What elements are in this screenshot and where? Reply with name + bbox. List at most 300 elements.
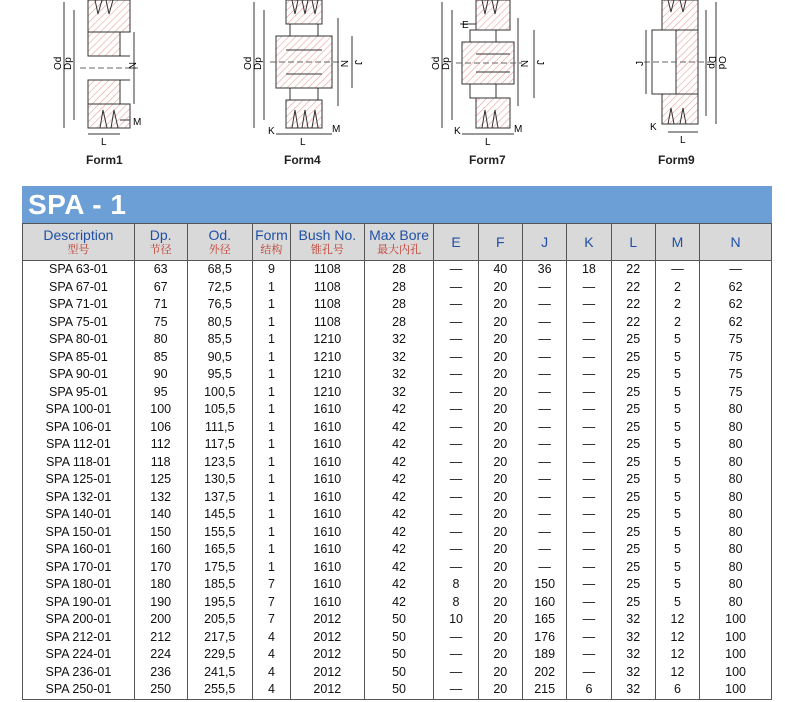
- table-cell: 25: [611, 471, 655, 489]
- table-cell: 100: [700, 611, 772, 629]
- table-cell: —: [567, 664, 611, 682]
- form1-caption: Form1: [86, 153, 123, 167]
- table-cell: 75: [700, 349, 772, 367]
- table-cell: 8: [434, 594, 478, 612]
- column-header-sublabel: 节径: [149, 243, 172, 256]
- n-label: N: [518, 60, 529, 68]
- table-cell: 1: [252, 419, 290, 437]
- column-header: [522, 224, 566, 261]
- table-cell: —: [567, 646, 611, 664]
- m-label: M: [332, 124, 341, 135]
- table-cell: 67: [134, 279, 187, 297]
- table-cell: —: [434, 471, 478, 489]
- table-cell: 2012: [290, 611, 364, 629]
- table-cell: 28: [364, 279, 434, 297]
- column-header-sublabel: 型号: [67, 243, 90, 256]
- table-cell: 42: [364, 594, 434, 612]
- table-cell: 80: [700, 559, 772, 577]
- table-cell: 5: [655, 419, 699, 437]
- table-cell: 6: [655, 681, 699, 699]
- table-cell: 195,5: [187, 594, 252, 612]
- table-cell: 2012: [290, 646, 364, 664]
- form-diagrams: [0, 0, 785, 180]
- table-cell: 42: [364, 576, 434, 594]
- table-cell: —: [434, 436, 478, 454]
- table-cell: 100: [700, 646, 772, 664]
- table-cell: 1: [252, 366, 290, 384]
- table-cell: 20: [478, 576, 522, 594]
- table-cell: 1610: [290, 541, 364, 559]
- table-cell: 80,5: [187, 314, 252, 332]
- table-cell: 4: [252, 646, 290, 664]
- table-cell: 1610: [290, 506, 364, 524]
- table-cell: 42: [364, 506, 434, 524]
- table-cell: 28: [364, 314, 434, 332]
- column-header-label: L: [629, 233, 638, 250]
- column-header-label: Od.: [208, 227, 232, 243]
- column-header-label: Form: [255, 227, 288, 243]
- table-row: [23, 646, 772, 664]
- table-cell: 1210: [290, 366, 364, 384]
- table-cell: 32: [611, 681, 655, 699]
- table-cell: 1: [252, 471, 290, 489]
- table-cell: —: [522, 454, 566, 472]
- table-cell: 7: [252, 611, 290, 629]
- table-header-row: [23, 224, 772, 261]
- table-cell: 1610: [290, 489, 364, 507]
- table-cell: 6: [567, 681, 611, 699]
- table-cell: 250: [134, 681, 187, 699]
- table-row: [23, 664, 772, 682]
- table-cell: 1610: [290, 576, 364, 594]
- table-cell: —: [522, 366, 566, 384]
- table-cell: 20: [478, 454, 522, 472]
- table-cell: —: [434, 489, 478, 507]
- j-label: J: [534, 60, 545, 65]
- table-cell: 75: [700, 366, 772, 384]
- table-cell: 50: [364, 646, 434, 664]
- spec-table: [22, 223, 772, 700]
- table-row: [23, 401, 772, 419]
- table-cell: 4: [252, 664, 290, 682]
- column-header: [611, 224, 655, 261]
- table-cell: 50: [364, 629, 434, 647]
- table-cell: 68,5: [187, 261, 252, 279]
- table-cell: 20: [478, 681, 522, 699]
- table-row: [23, 349, 772, 367]
- table-cell: 200: [134, 611, 187, 629]
- table-cell: 5: [655, 594, 699, 612]
- table-cell: 8: [434, 576, 478, 594]
- table-cell: 20: [478, 541, 522, 559]
- table-cell: 125: [134, 471, 187, 489]
- table-cell: 36: [522, 261, 566, 279]
- table-cell: —: [567, 296, 611, 314]
- column-header-label: Max Bore: [369, 227, 430, 243]
- table-row: [23, 366, 772, 384]
- table-cell: 123,5: [187, 454, 252, 472]
- table-cell: —: [522, 419, 566, 437]
- table-cell: —: [567, 524, 611, 542]
- table-cell: 95,5: [187, 366, 252, 384]
- table-cell: SPA 224-01: [23, 646, 135, 664]
- table-cell: 5: [655, 366, 699, 384]
- table-cell: 32: [611, 629, 655, 647]
- column-header-label: Dp.: [149, 227, 172, 243]
- table-cell: —: [655, 261, 699, 279]
- column-header: [434, 224, 478, 261]
- table-cell: 25: [611, 454, 655, 472]
- table-cell: 25: [611, 331, 655, 349]
- table-cell: 22: [611, 314, 655, 332]
- form4-diagram: [240, 0, 370, 178]
- table-cell: SPA 67-01: [23, 279, 135, 297]
- table-cell: —: [567, 401, 611, 419]
- table-cell: 90,5: [187, 349, 252, 367]
- k-label: K: [454, 126, 461, 137]
- table-cell: 85: [134, 349, 187, 367]
- column-header: [252, 224, 290, 261]
- table-cell: 1610: [290, 436, 364, 454]
- table-cell: 5: [655, 576, 699, 594]
- table-cell: 42: [364, 541, 434, 559]
- column-header-sublabel: 锥孔号: [310, 243, 344, 256]
- table-cell: —: [567, 436, 611, 454]
- table-row: [23, 524, 772, 542]
- table-cell: 85,5: [187, 331, 252, 349]
- table-cell: 22: [611, 279, 655, 297]
- table-cell: 20: [478, 384, 522, 402]
- table-cell: SPA 106-01: [23, 419, 135, 437]
- column-header: [134, 224, 187, 261]
- table-cell: 22: [611, 296, 655, 314]
- table-cell: 80: [700, 489, 772, 507]
- table-cell: 80: [700, 524, 772, 542]
- table-cell: 165,5: [187, 541, 252, 559]
- form9-diagram: [630, 0, 760, 178]
- table-row: [23, 576, 772, 594]
- table-cell: —: [567, 419, 611, 437]
- m-label: M: [133, 117, 142, 128]
- table-cell: 190: [134, 594, 187, 612]
- table-cell: 205,5: [187, 611, 252, 629]
- form7-diagram: [422, 0, 552, 178]
- table-cell: 12: [655, 646, 699, 664]
- table-cell: 2012: [290, 629, 364, 647]
- table-row: [23, 506, 772, 524]
- table-cell: 5: [655, 489, 699, 507]
- l-label: L: [101, 137, 107, 148]
- table-cell: —: [567, 384, 611, 402]
- table-cell: 255,5: [187, 681, 252, 699]
- table-cell: 130,5: [187, 471, 252, 489]
- table-cell: —: [567, 279, 611, 297]
- table-cell: 2012: [290, 664, 364, 682]
- dp-label: Dp: [706, 56, 717, 69]
- table-row: [23, 594, 772, 612]
- table-cell: 112: [134, 436, 187, 454]
- table-cell: 5: [655, 524, 699, 542]
- table-cell: 2: [655, 314, 699, 332]
- table-cell: 217,5: [187, 629, 252, 647]
- table-cell: 1610: [290, 471, 364, 489]
- table-cell: 28: [364, 296, 434, 314]
- table-cell: 2012: [290, 681, 364, 699]
- table-row: [23, 419, 772, 437]
- table-cell: 5: [655, 384, 699, 402]
- table-cell: 215: [522, 681, 566, 699]
- table-cell: 212: [134, 629, 187, 647]
- table-cell: —: [522, 296, 566, 314]
- form4-caption: Form4: [284, 153, 321, 167]
- table-cell: —: [567, 471, 611, 489]
- table-cell: 20: [478, 489, 522, 507]
- table-cell: 1: [252, 489, 290, 507]
- table-cell: 42: [364, 489, 434, 507]
- series-banner: [22, 186, 772, 223]
- table-cell: 32: [364, 384, 434, 402]
- table-cell: 2: [655, 296, 699, 314]
- table-cell: 42: [364, 559, 434, 577]
- table-cell: —: [522, 314, 566, 332]
- table-cell: 1210: [290, 349, 364, 367]
- table-cell: 20: [478, 559, 522, 577]
- table-cell: 20: [478, 664, 522, 682]
- table-cell: 75: [134, 314, 187, 332]
- table-cell: 20: [478, 611, 522, 629]
- dp-label: Dp: [253, 57, 264, 70]
- table-cell: SPA 160-01: [23, 541, 135, 559]
- n-label: N: [338, 60, 349, 68]
- table-cell: 20: [478, 296, 522, 314]
- table-row: [23, 559, 772, 577]
- table-cell: 80: [700, 541, 772, 559]
- table-row: [23, 454, 772, 472]
- table-cell: 72,5: [187, 279, 252, 297]
- table-row: [23, 541, 772, 559]
- table-cell: 1108: [290, 279, 364, 297]
- table-cell: —: [700, 261, 772, 279]
- table-row: [23, 611, 772, 629]
- column-header: [23, 224, 135, 261]
- column-header-sublabel: 外径: [208, 243, 231, 256]
- table-cell: 1108: [290, 314, 364, 332]
- table-cell: —: [434, 646, 478, 664]
- table-cell: —: [434, 261, 478, 279]
- table-cell: 175,5: [187, 559, 252, 577]
- table-cell: 25: [611, 401, 655, 419]
- table-cell: 1: [252, 401, 290, 419]
- table-cell: 7: [252, 594, 290, 612]
- column-header-label: J: [541, 233, 549, 250]
- table-cell: 1: [252, 296, 290, 314]
- table-cell: 1: [252, 279, 290, 297]
- table-cell: —: [434, 331, 478, 349]
- table-cell: 20: [478, 401, 522, 419]
- table-cell: 25: [611, 419, 655, 437]
- table-cell: SPA 112-01: [23, 436, 135, 454]
- table-cell: 25: [611, 524, 655, 542]
- table-cell: 42: [364, 401, 434, 419]
- table-cell: —: [434, 366, 478, 384]
- table-cell: 75: [700, 384, 772, 402]
- table-cell: SPA 200-01: [23, 611, 135, 629]
- table-cell: 165: [522, 611, 566, 629]
- table-cell: SPA 125-01: [23, 471, 135, 489]
- table-cell: —: [434, 681, 478, 699]
- form7-caption: Form7: [469, 153, 506, 167]
- table-cell: 42: [364, 436, 434, 454]
- table-cell: 100: [700, 664, 772, 682]
- table-cell: 20: [478, 629, 522, 647]
- table-cell: 5: [655, 541, 699, 559]
- table-cell: 160: [134, 541, 187, 559]
- table-cell: 145,5: [187, 506, 252, 524]
- table-cell: 20: [478, 279, 522, 297]
- table-cell: —: [434, 401, 478, 419]
- table-row: [23, 471, 772, 489]
- table-cell: 4: [252, 629, 290, 647]
- od-label: Od: [431, 56, 442, 70]
- e-label: E: [462, 20, 469, 31]
- table-cell: SPA 63-01: [23, 261, 135, 279]
- table-cell: —: [434, 664, 478, 682]
- dp-label: Dp: [63, 57, 74, 70]
- table-cell: —: [567, 489, 611, 507]
- table-cell: —: [522, 524, 566, 542]
- form1-diagram: [40, 0, 170, 178]
- table-cell: —: [567, 541, 611, 559]
- table-row: [23, 681, 772, 699]
- table-cell: 25: [611, 506, 655, 524]
- table-cell: 80: [700, 471, 772, 489]
- table-cell: 236: [134, 664, 187, 682]
- table-cell: 50: [364, 611, 434, 629]
- j-label: J: [635, 61, 646, 66]
- table-cell: 100: [700, 629, 772, 647]
- n-label: N: [126, 62, 137, 70]
- table-cell: 1210: [290, 331, 364, 349]
- table-cell: 137,5: [187, 489, 252, 507]
- l-label: L: [680, 135, 686, 146]
- table-cell: —: [567, 314, 611, 332]
- table-cell: 1: [252, 349, 290, 367]
- table-cell: 80: [700, 576, 772, 594]
- table-cell: SPA 118-01: [23, 454, 135, 472]
- table-cell: —: [522, 559, 566, 577]
- table-cell: 140: [134, 506, 187, 524]
- table-cell: —: [434, 279, 478, 297]
- table-cell: SPA 71-01: [23, 296, 135, 314]
- table-cell: —: [434, 559, 478, 577]
- table-cell: 2: [655, 279, 699, 297]
- table-cell: 62: [700, 314, 772, 332]
- column-header-label: E: [451, 233, 461, 250]
- table-cell: —: [434, 541, 478, 559]
- table-cell: 25: [611, 349, 655, 367]
- table-cell: 20: [478, 436, 522, 454]
- table-cell: 170: [134, 559, 187, 577]
- table-cell: 1610: [290, 401, 364, 419]
- table-cell: SPA 100-01: [23, 401, 135, 419]
- table-cell: 80: [700, 506, 772, 524]
- table-cell: —: [567, 576, 611, 594]
- table-cell: —: [522, 384, 566, 402]
- table-cell: 9: [252, 261, 290, 279]
- table-cell: —: [434, 454, 478, 472]
- table-cell: —: [567, 366, 611, 384]
- table-cell: 76,5: [187, 296, 252, 314]
- table-cell: 185,5: [187, 576, 252, 594]
- table-cell: —: [434, 296, 478, 314]
- k-label: K: [268, 126, 275, 137]
- table-cell: 22: [611, 261, 655, 279]
- table-cell: —: [434, 384, 478, 402]
- table-cell: 5: [655, 471, 699, 489]
- table-cell: 80: [700, 419, 772, 437]
- table-cell: 18: [567, 261, 611, 279]
- table-cell: SPA 132-01: [23, 489, 135, 507]
- table-cell: —: [434, 524, 478, 542]
- table-cell: 150: [522, 576, 566, 594]
- table-cell: 20: [478, 314, 522, 332]
- table-cell: 117,5: [187, 436, 252, 454]
- column-header: [290, 224, 364, 261]
- table-cell: 80: [700, 594, 772, 612]
- table-cell: —: [522, 471, 566, 489]
- table-cell: —: [567, 454, 611, 472]
- table-cell: 12: [655, 664, 699, 682]
- table-cell: 90: [134, 366, 187, 384]
- table-cell: 42: [364, 524, 434, 542]
- table-cell: 75: [700, 331, 772, 349]
- table-cell: 7: [252, 576, 290, 594]
- table-cell: 5: [655, 401, 699, 419]
- od-label: Od: [53, 56, 64, 70]
- table-cell: —: [522, 279, 566, 297]
- table-cell: SPA 212-01: [23, 629, 135, 647]
- table-cell: SPA 180-01: [23, 576, 135, 594]
- table-cell: 20: [478, 506, 522, 524]
- table-cell: —: [434, 506, 478, 524]
- table-cell: 1: [252, 436, 290, 454]
- table-row: [23, 279, 772, 297]
- table-cell: 111,5: [187, 419, 252, 437]
- m-label: M: [514, 124, 523, 135]
- table-cell: 1: [252, 331, 290, 349]
- table-cell: 20: [478, 419, 522, 437]
- table-cell: —: [522, 401, 566, 419]
- table-cell: —: [567, 629, 611, 647]
- table-cell: 20: [478, 331, 522, 349]
- table-cell: 25: [611, 559, 655, 577]
- table-cell: 100,5: [187, 384, 252, 402]
- table-cell: 20: [478, 366, 522, 384]
- table-cell: SPA 236-01: [23, 664, 135, 682]
- table-cell: SPA 150-01: [23, 524, 135, 542]
- table-cell: 105,5: [187, 401, 252, 419]
- table-cell: 189: [522, 646, 566, 664]
- table-cell: 1: [252, 314, 290, 332]
- table-cell: —: [522, 506, 566, 524]
- table-row: [23, 384, 772, 402]
- table-row: [23, 261, 772, 279]
- column-header: [567, 224, 611, 261]
- table-cell: —: [567, 594, 611, 612]
- l-label: L: [485, 137, 491, 148]
- table-cell: 118: [134, 454, 187, 472]
- column-header-sublabel: 最大内孔: [377, 243, 422, 256]
